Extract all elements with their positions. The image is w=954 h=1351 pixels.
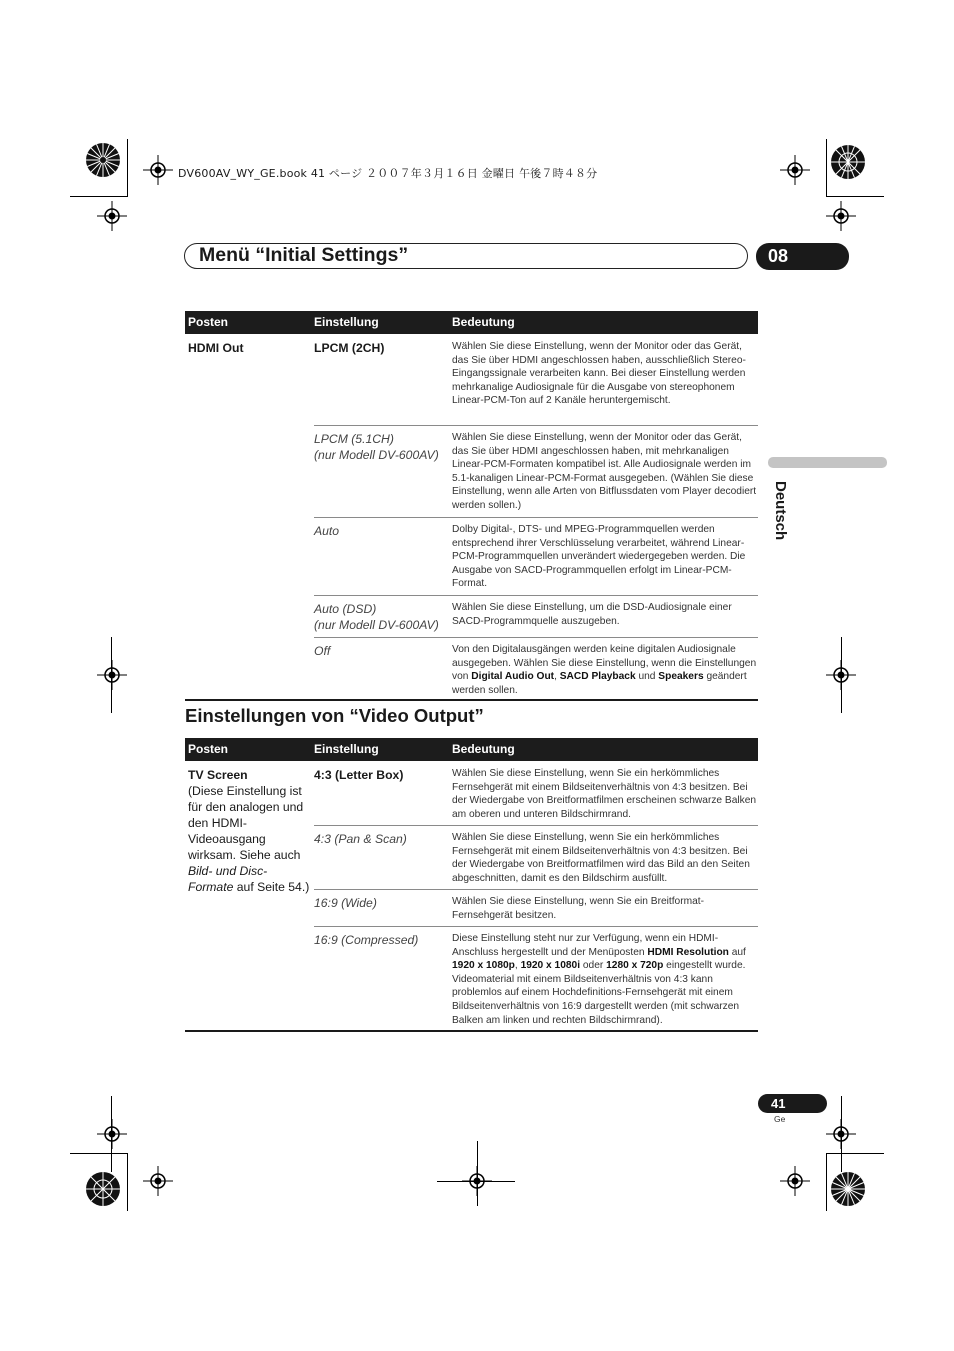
meaning-cell: Von den Digitalausgängen werden keine digitalen Audiosignale ausgegeben. Wählen Sie diese Einstellung, wenn die Einstellungen von Digital Audio Out, SACD Playback und Speakers geändert werden sollen. (452, 644, 757, 696)
chapter-badge (756, 243, 849, 270)
language-tab-label: Deutsch (772, 481, 789, 541)
crop-line (111, 1096, 112, 1172)
setting-cell: LPCM (2CH) (314, 341, 385, 355)
crop-line (826, 196, 884, 197)
column-header-einstellung: Einstellung (314, 315, 379, 329)
page-number-badge (758, 1094, 827, 1113)
tv-screen-table (185, 738, 758, 1030)
crosshair-target-icon (780, 1166, 810, 1196)
table-end-rule (185, 1030, 758, 1032)
crosshair-target-icon (826, 201, 856, 231)
posten-cell: HDMI Out (188, 341, 244, 355)
column-header-posten: Posten (188, 742, 229, 756)
language-tab-bar (768, 457, 887, 468)
crop-line (127, 1153, 128, 1211)
registration-sunburst-icon (84, 141, 122, 179)
meaning-cell: Wählen Sie diese Einstellung, wenn der Monitor oder das Gerät, das Sie über HDMI angeschlossen haben, ausschließlich Stereo-Eingangssignale verarbeiten kann. Bei dieser Einstellung werden mehrkanalige Audiosignale für die Ausgabe von stereophonem Linear-PCM-Ton auf 2 Kanäle heruntergemischt. (452, 341, 746, 407)
chapter-number: 08 (768, 246, 789, 266)
meaning-cell: Wählen Sie diese Einstellung, wenn der Monitor oder das Gerät, das Sie über HDMI angeschlossen haben, mit mehrkanaligen Linear-PCM-Formaten kompatibel ist. Alle Audiosignale werden im 5.1-kanaligen Linear-PCM-Format ausgegeben. (Wählen Sie diese Einstellung, wenn alle Arten von Bitflussdaten vom Player decodiert werden sollen.) (452, 432, 757, 511)
setting-cell: Auto (314, 524, 340, 538)
crop-line (477, 1141, 478, 1206)
crosshair-target-icon (780, 155, 810, 185)
meaning-cell: Diese Einstellung steht nur zur Verfügung, wenn ein HDMI-Anschluss hergestellt und der Menüposten HDMI Resolution auf 1920 x 1080p, 1920 x 1080i oder 1280 x 720p eingestellt wurde. Videomaterial mit einem Bildseitenverhältnis von 4:3 kann problemlos auf einem Hochdefinitions-Fernsehgerät mit einem Bildseitenverhältnis von 16:9 dargestellt werden (mit schwarzen Balken am linken und rechten Bildschirmrand). (452, 933, 746, 1026)
table-header (185, 738, 758, 761)
table-row (185, 889, 758, 926)
crop-line (70, 196, 127, 197)
column-header-bedeutung: Bedeutung (452, 315, 515, 329)
crop-line (70, 1153, 127, 1154)
table-end-rule (185, 699, 758, 701)
setting-cell: 4:3 (Pan & Scan) (314, 832, 407, 846)
hdmi-out-table (185, 311, 758, 701)
setting-cell: Off (314, 644, 331, 658)
setting-cell: Auto (DSD) (nur Modell DV-600AV) (314, 602, 439, 632)
setting-cell: 4:3 (Letter Box) (314, 768, 404, 782)
crop-line (826, 139, 827, 197)
registration-sunburst-icon (84, 1170, 122, 1208)
table-row (185, 825, 758, 889)
table-row (185, 425, 758, 517)
column-header-einstellung: Einstellung (314, 742, 379, 756)
crosshair-target-icon (97, 201, 127, 231)
meaning-cell: Dolby Digital-, DTS- und MPEG-Programmquellen werden entsprechend ihrer Verschlüsselung verarbeitet, während Linear-PCM-Programmquellen unverändert wiedergegeben werden. Die Ausgabe von SACD-Programmquellen erfolgt im Linear-PCM-Format. (452, 524, 746, 590)
crosshair-target-icon (143, 155, 173, 185)
table-row (185, 637, 758, 701)
table-row (185, 595, 758, 637)
table-header (185, 311, 758, 334)
crop-line (841, 1096, 842, 1172)
page-number: 41 (771, 1096, 786, 1111)
page-title: Menü “Initial Settings” (199, 244, 409, 266)
section-title: Einstellungen von “Video Output” (185, 705, 484, 726)
crop-line (826, 1153, 884, 1154)
column-header-bedeutung: Bedeutung (452, 742, 515, 756)
crop-line (841, 637, 842, 713)
crosshair-target-icon (97, 660, 127, 690)
crop-line (826, 1153, 827, 1211)
posten-cell: TV Screen (Diese Einstellung ist für den analogen und den HDMI-Videoausgang wirksam. Siehe auch Bild- und Disc-Formate auf Seite 54.) (188, 768, 310, 894)
page-language-code: Ge (774, 1114, 786, 1124)
registration-sunburst-icon (829, 143, 867, 181)
table-row (185, 926, 758, 1030)
setting-cell: 16:9 (Wide) (314, 896, 377, 910)
crosshair-target-icon (97, 1119, 127, 1149)
crosshair-target-icon (143, 1166, 173, 1196)
meaning-cell: Wählen Sie diese Einstellung, wenn Sie ein Breitformat-Fernsehgerät besitzen. (452, 896, 704, 921)
print-file-info: DV600AV_WY_GE.book 41 ページ ２００７年３月１６日 金曜日 午後７時４８分 (178, 167, 598, 180)
registration-sunburst-icon (829, 1170, 867, 1208)
table-row (185, 334, 758, 425)
crop-line (111, 637, 112, 713)
meaning-cell: Wählen Sie diese Einstellung, wenn Sie ein herkömmliches Fernsehgerät mit einem Bildseitenverhältnis von 4:3 besitzen. Bei der Wiedergabe von Breitformatfilmen wird das Bild an den Seiten abgeschnitten, damit es den Bildschirm ausfüllt. (452, 832, 750, 884)
setting-cell: LPCM (5.1CH) (nur Modell DV-600AV) (314, 432, 439, 462)
crop-line (437, 1181, 515, 1182)
setting-cell: 16:9 (Compressed) (314, 933, 419, 947)
meaning-cell: Wählen Sie diese Einstellung, um die DSD-Audiosignale einer SACD-Programmquelle auszugeben. (452, 602, 732, 627)
crop-line (127, 139, 128, 197)
table-row (185, 517, 758, 595)
column-header-posten: Posten (188, 315, 229, 329)
meaning-cell: Wählen Sie diese Einstellung, wenn Sie ein herkömmliches Fernsehgerät mit einem Bildseitenverhältnis von 4:3 besitzen. Bei der Wiedergabe von Breitformatfilmen erscheinen schwarze Balken am oberen und unteren Bildschirmrand. (452, 768, 757, 820)
